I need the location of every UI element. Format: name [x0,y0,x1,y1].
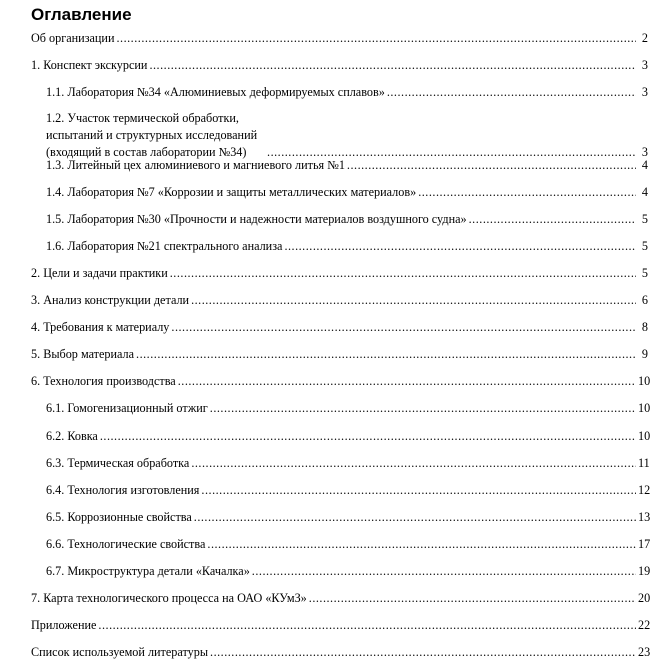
toc-entry-text: 1.2. Участок термической обработки, испытаний и структурных исследований (входящий в состав лаборатории №34) [46,111,258,159]
toc-page-number: 4 [641,158,648,172]
toc-leader-dots [116,30,636,47]
toc-entry-lab-34[interactable] [46,84,648,101]
toc-entry-text: 6.4. Технология изготовления [46,483,200,497]
toc-entry-appendix[interactable] [31,617,651,634]
toc-entry-process-map[interactable] [31,590,651,607]
toc-entry-microstructure[interactable] [46,563,651,580]
toc-page-number: 10 [638,429,651,443]
toc-entry-text: 1. Конспект экскурсии [31,58,148,72]
toc-leader-dots [191,292,636,309]
toc-page-number: 19 [638,564,651,578]
toc-entry-excursion-summary[interactable] [31,57,648,74]
toc-page-number: 10 [638,374,651,388]
toc-page-number: 5 [641,212,648,226]
toc-page-number: 3 [641,145,648,159]
toc-page-number: 3 [641,58,648,72]
toc-page-number: 20 [638,591,651,605]
toc-leader-dots [207,536,636,553]
toc-entry-text: 6. Технология производства [31,374,176,388]
toc-entry-goals[interactable] [31,265,648,282]
toc-entry-text: 6.1. Гомогенизационный отжиг [46,401,208,415]
toc-entry-text: 6.6. Технологические свойства [46,537,206,551]
toc-leader-dots [210,644,636,661]
toc-page-number: 5 [641,266,648,280]
toc-entry-references[interactable] [31,644,651,661]
toc-leader-dots [178,373,636,390]
toc-entry-material-requirements[interactable] [31,319,648,336]
toc-entry-text: 6.7. Микроструктура детали «Качалка» [46,564,250,578]
toc-leader-dots [171,319,636,336]
toc-entry-text: Приложение [31,618,97,632]
toc-entry-text: 1.6. Лаборатория №21 спектрального анализа [46,239,283,253]
toc-leader-dots [210,400,636,417]
toc-entry-text: 4. Требования к материалу [31,320,170,334]
toc-page-number: 8 [641,320,648,334]
toc-leader-dots [252,563,636,580]
toc-page-number: 11 [638,456,650,470]
toc-entry-part-analysis[interactable] [31,292,648,309]
toc-page-number: 22 [638,618,651,632]
toc-entry-text: 6.3. Термическая обработка [46,456,190,470]
toc-page-number: 17 [638,537,651,551]
toc-entry-heat-treatment[interactable] [46,455,648,472]
toc-page-number: 10 [638,401,651,415]
toc-page-number: 5 [641,239,648,253]
toc-entry-text: 3. Анализ конструкции детали [31,293,190,307]
toc-leader-dots [201,482,636,499]
toc-entry-material-choice[interactable] [31,346,648,363]
toc-leader-dots [191,455,636,472]
toc-entry-text: Об организации [31,31,115,45]
toc-page-number: 2 [641,31,648,45]
toc-entry-production-technology[interactable] [31,373,651,390]
toc-entry-text: Список используемой литературы [31,645,209,659]
toc-page-number: 6 [641,293,648,307]
toc-entry-text: 2. Цели и задачи практики [31,266,168,280]
toc-entry-lab-30[interactable] [46,211,648,228]
toc-leader-dots [284,238,636,255]
toc-entry-foundry-1[interactable] [46,157,648,174]
toc-leader-dots [469,211,636,228]
toc-leader-dots [418,184,636,201]
toc-entry-manufacturing[interactable] [46,482,651,499]
toc-leader-dots [309,590,636,607]
toc-page-number: 9 [641,347,648,361]
toc-leader-dots [170,265,636,282]
toc-page-number: 13 [638,510,651,524]
toc-page-number: 3 [641,85,648,99]
toc-leader-dots [98,617,636,634]
toc-page-number: 4 [641,185,648,199]
toc-leader-dots [100,428,636,445]
toc-entry-text: 6.5. Коррозионные свойства [46,510,192,524]
toc-leader-dots [136,346,636,363]
toc-leader-dots [387,84,636,101]
toc-leader-dots [149,57,636,74]
toc-entry-text: 6.2. Ковка [46,429,98,443]
toc-entry-lab-7[interactable] [46,184,648,201]
toc-entry-text: 1.4. Лаборатория №7 «Коррозии и защиты металлических материалов» [46,185,417,199]
toc-entry-text: 7. Карта технологического процесса на ОАО «КУмЗ» [31,591,307,605]
toc-entry-about[interactable] [31,30,648,47]
toc-entry-technological-properties[interactable] [46,536,651,553]
toc-title: Оглавление [31,5,132,24]
toc-entry-text: 1.3. Литейный цех алюминиевого и магниевого литья №1 [46,158,345,172]
toc-entry-heat-treatment-section[interactable] [46,110,648,161]
toc-entry-text: 1.5. Лаборатория №30 «Прочности и надежности материалов воздушного судна» [46,212,467,226]
toc-entry-forging[interactable] [46,428,651,445]
toc-leader-dots [194,509,636,526]
toc-page-number: 23 [638,645,651,659]
toc-leader-dots [347,157,636,174]
toc-page-number: 12 [638,483,651,497]
toc-entry-corrosion-properties[interactable] [46,509,651,526]
toc-entry-homogenization[interactable] [46,400,651,417]
toc-entry-text: 5. Выбор материала [31,347,135,361]
toc-entry-lab-21[interactable] [46,238,648,255]
toc-entry-text: 1.1. Лаборатория №34 «Алюминиевых деформируемых сплавов» [46,85,385,99]
